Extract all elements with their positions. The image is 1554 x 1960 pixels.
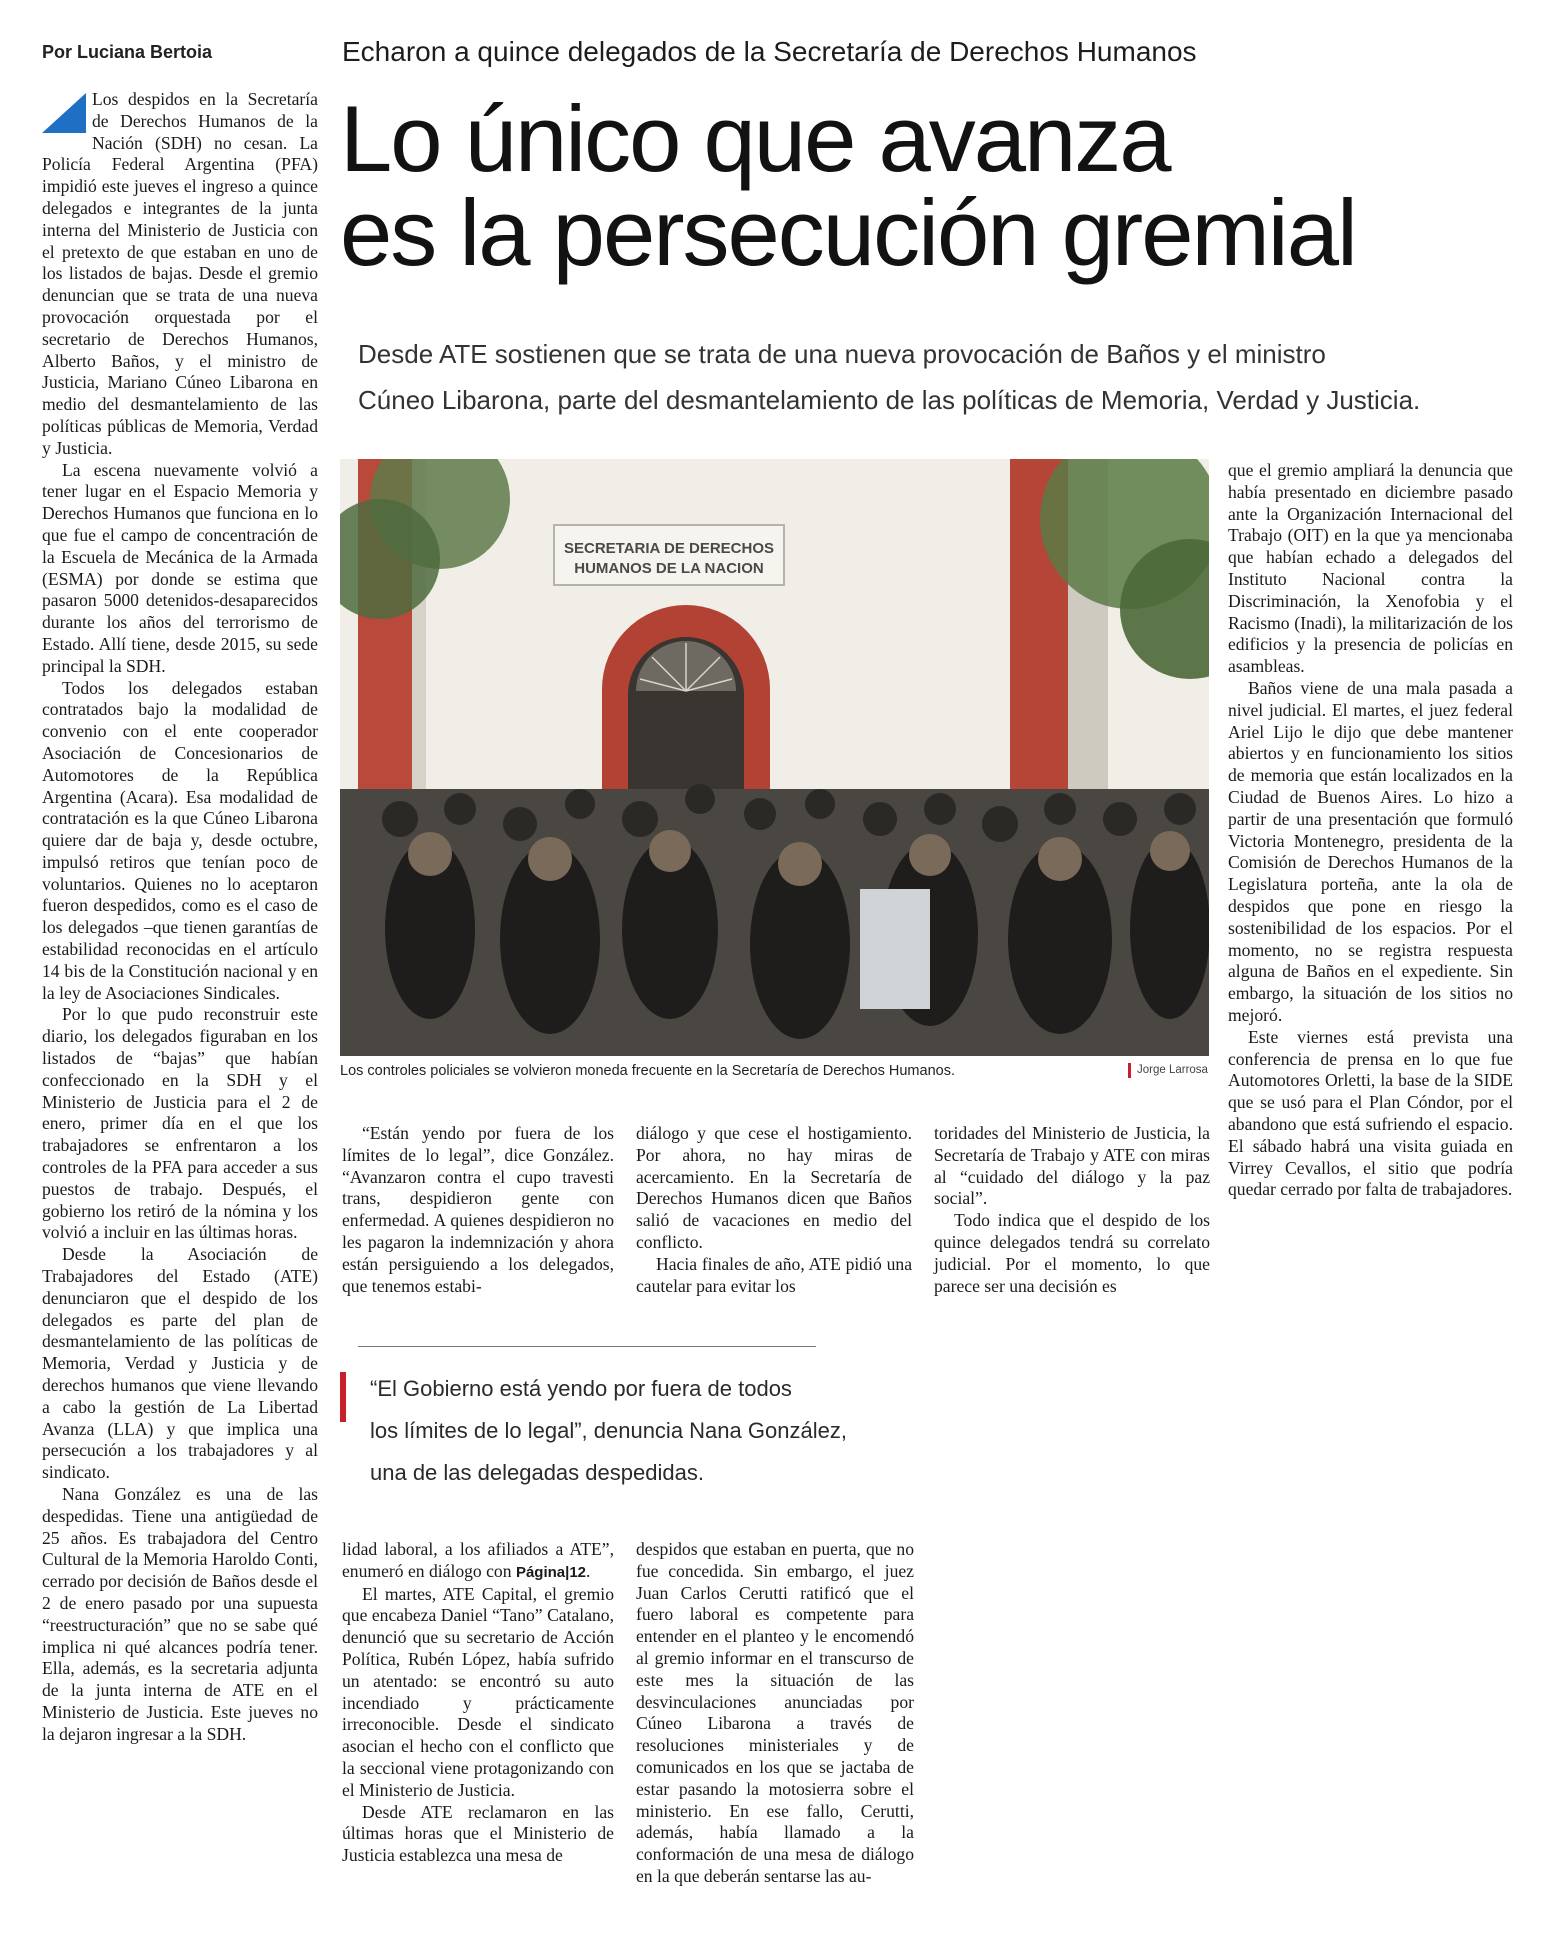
- photo-illustration: [340, 459, 1209, 1056]
- paragraph: Por lo que pudo reconstruir este diario, los delegados figuraban en los listados de “bajas” que habían confeccionado en la SDH y el Ministerio de Justicia para el 2 de enero, primer día en el que los trabajadores se enfrentaron a los controles de la PFA para acceder a sus puestos de trabajo. Después, el gobierno los retiró de la nómina y los volvió a incluir en las últimas horas.: [42, 1004, 318, 1243]
- paragraph: toridades del Ministerio de Justicia, la Secretaría de Trabajo y ATE con miras al “cuidado del diálogo y la paz social”.: [934, 1123, 1210, 1209]
- subhead-line-1: Desde ATE sostienen que se trata de una nueva provocación de Baños y el ministro: [358, 339, 1326, 369]
- subhead-line-2: Cúneo Libarona, parte del desmantelamiento de las políticas de Memoria, Verdad y Justicia.: [358, 385, 1421, 415]
- subhead: [358, 331, 1528, 423]
- paragraph: Baños viene de una mala pasada a nivel judicial. El martes, el juez federal Ariel Lijo le dijo que debe mantener abiertos y en funcionamiento los sitios de memoria que están localizados en la Ciudad de Buenos Aires. Lo hizo a partir de una presentación que formuló Victoria Montenegro, presidenta de la Comisión de Derechos Humanos de la Legislatura porteña, ante la ola de despidos que pone en riesgo la sostenibilidad de los espacios. Por el momento, no se registra respuesta alguna de Baños en el expediente. Sin embargo, la situación de los sitios no mejoró.: [1228, 677, 1513, 1025]
- pull-quote: [340, 1346, 980, 1506]
- section-corner-icon: [42, 93, 86, 133]
- paragraph: Este viernes está prevista una conferencia de prensa en lo que fue Automotores Orletti, la base de la SIDE que se usó para el Plan Cóndor, por el abandono que está sufriendo el espacio. El sábado habrá una visita guiada en Virrey Cevallos, el sitio que podría quedar cerrado por falta de trabajadores.: [1228, 1026, 1513, 1200]
- paragraph: El martes, ATE Capital, el gremio que encabeza Daniel “Tano” Catalano, denunció que su secretario de Acción Política, Rubén López, había sufrido un atentado: se encontró su auto incendiado y prácticamente irreconocible. Desde el sindicato asocian el hecho con el conflicto que la seccional viene protagonizando con el Ministerio de Justicia.: [342, 1583, 614, 1800]
- body-column-bottom-2: [636, 1539, 914, 1888]
- article-photo: [340, 459, 1209, 1056]
- headline-line-2: es la persecución gremial: [340, 180, 1356, 285]
- pull-quote-line: los límites de lo legal”, denuncia Nana González,: [370, 1418, 847, 1443]
- body-column-mid-1: [342, 1123, 614, 1297]
- paragraph: Desde ATE reclamaron en las últimas horas que el Ministerio de Justicia establezca una mesa de: [342, 1801, 614, 1866]
- paragraph: Los despidos en la Secretaría de Derechos Humanos de la Nación (SDH) no cesan. La Policía Federal Argentina (PFA) impidió este jueves el ingreso a quince delegados e integrantes de la junta interna del Ministerio de Justicia con el pretexto de que estaban en uno de los listados de bajas. Desde el gremio denuncian que se trata de una nueva provocación orquestada por el secretario de Derechos Humanos, Alberto Baños, y el ministro de Justicia, Mariano Cúneo Libarona en medio del desmantelamiento de las políticas públicas de Memoria, Verdad y Justicia.: [42, 89, 318, 458]
- paragraph: diálogo y que cese el hostigamiento. Por ahora, no hay miras de acercamiento. En la Secretaría de Derechos Humanos dicen que Baños salió de vacaciones en medio del conflicto.: [636, 1123, 912, 1252]
- body-column-left: [42, 89, 318, 1746]
- body-column-right: [1228, 460, 1513, 1201]
- paragraph: Desde la Asociación de Trabajadores del Estado (ATE) denunciaron que el despido de los delegados es parte del plan de desmantelamiento de las políticas de Memoria, Verdad y Justicia y de derechos humanos que viene llevando a cabo la gestión de La Libertad Avanza (LLA) y que implica una persecución a los trabajadores y al sindicato.: [42, 1244, 318, 1483]
- paragraph: lidad laboral, a los afiliados a ATE”, enumeró en diálogo con Página|12.: [342, 1539, 614, 1581]
- kicker: Echaron a quince delegados de la Secretaría de Derechos Humanos: [342, 36, 1197, 67]
- paragraph: Todos los delegados estaban contratados bajo la modalidad de convenio con el ente cooperador Asociación de Concesionarios de Automotores de la República Argentina (Acara). Esa modalidad de contratación es la que Cúneo Libarona quiere dar de baja y, desde octubre, impulsó retiros que tenían poco de voluntarios. Quienes no lo aceptaron fueron despedidos, como es el caso de los delegados –que tienen garantías de estabilidad reconocidas en el artículo 14 bis de la Constitución nacional y en la ley de Asociaciones Sindicales.: [42, 677, 318, 1003]
- paragraph: “Están yendo por fuera de los límites de lo legal”, dice González. “Avanzaron contra el cupo travesti trans, despidieron gente con enfermedad. A quienes despidieron no les pagaron la indemnización y ahora están persiguiendo a los delegados, que tenemos estabi-: [342, 1123, 614, 1296]
- paragraph: despidos que estaban en puerta, que no fue concedida. Sin embargo, el juez Juan Carlos Cerutti ratificó que el fuero laboral es competente para entender en el planteo y le encomendó al gremio informar en el transcurso de este mes la situación de las desvinculaciones anunciadas por Cúneo Libarona a través de resoluciones ministeriales y de comunicados en los que se jactaba de estar pasando la motosierra sobre el ministerio. En ese fallo, Cerutti, además, había llamado a la conformación de una mesa de diálogo en la que deberán sentarse las au-: [636, 1539, 914, 1886]
- pull-quote-accent-bar: [340, 1372, 346, 1422]
- paragraph: que el gremio ampliará la denuncia que había presentado en diciembre pasado ante la Organización Internacional del Trabajo (OIT) en la que ya mencionaba que habían echado a delegados del Instituto Nacional contra la Discriminación, la Xenofobia y el Racismo (Inadi), la militarización de los edificios y la presencia de policías en asambleas.: [1228, 460, 1513, 677]
- body-column-bottom-1: [342, 1539, 614, 1867]
- paragraph: Todo indica que el despido de los quince delegados tendrá su correlato judicial. Por el momento, lo que parece ser una decisión es: [934, 1210, 1210, 1296]
- newspaper-brand: Página|12: [515, 1563, 587, 1581]
- body-column-mid-3: [934, 1123, 1210, 1297]
- photo-caption: Los controles policiales se volvieron moneda frecuente en la Secretaría de Derechos Humanos.: [340, 1063, 955, 1079]
- sign-text-1: SECRETARIA DE DERECHOS: [563, 540, 775, 557]
- paragraph: Nana González es una de las despedidas. Tiene una antigüedad de 25 años. Es trabajadora del Centro Cultural de la Memoria Haroldo Conti, cerrado por decisión de Baños desde el 2 de enero pasado por una supuesta “reestructuración” que no se sabe qué implica ni qué alcances podría tener. Ella, además, es la secretaria adjunta de la junta interna de ATE en el Ministerio de Justicia. Este jueves no la dejaron ingresar a la SDH.: [42, 1484, 318, 1744]
- pull-quote-line: una de las delegadas despedidas.: [370, 1460, 704, 1485]
- byline: Por Luciana Bertoia: [42, 42, 213, 62]
- pull-quote-text: [370, 1368, 970, 1494]
- body-column-mid-2: [636, 1123, 912, 1297]
- headline: [340, 86, 1540, 285]
- paragraph: La escena nuevamente volvió a tener lugar en el Espacio Memoria y Derechos Humanos que funciona en lo que fue el campo de concentración de la Escuela de Mecánica de la Armada (ESMA) por donde se estima que pasaron 5000 detenidos-desaparecidos durante los años del terrorismo de Estado. Allí tiene, desde 2015, su sede principal la SDH.: [42, 459, 318, 676]
- photo-credit: Jorge Larrosa: [1128, 1063, 1208, 1078]
- pull-quote-rule: [358, 1346, 816, 1347]
- pull-quote-line: “El Gobierno está yendo por fuera de todos: [370, 1376, 792, 1401]
- paragraph: Hacia finales de año, ATE pidió una cautelar para evitar los: [636, 1253, 912, 1296]
- headline-line-1: Lo único que avanza: [340, 86, 1170, 191]
- sign-text-2: HUMANOS DE LA NACION: [574, 560, 764, 577]
